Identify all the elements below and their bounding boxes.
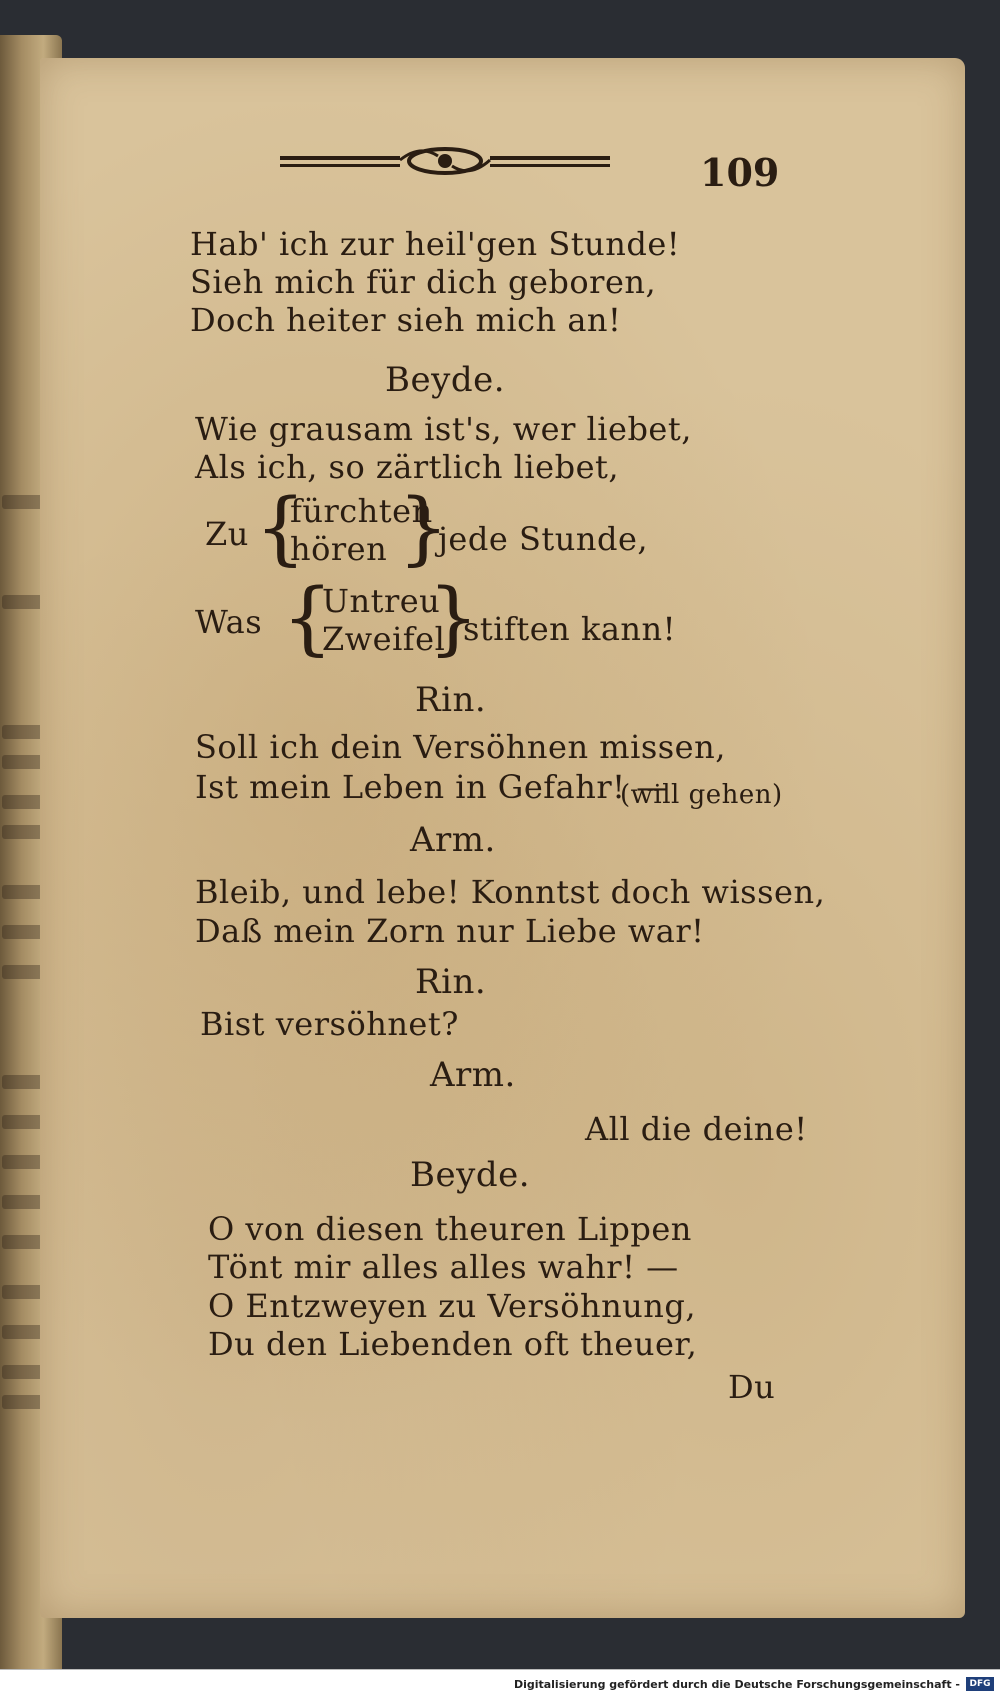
footer-bar (0, 1669, 1000, 1696)
speaker-label: Beyde. (410, 1155, 531, 1195)
left-brace: { (282, 571, 333, 664)
brace-tail: jede Stunde, (438, 520, 649, 558)
verse-line: All die deine! (585, 1110, 808, 1148)
brace-tail: stiften kann! (463, 610, 676, 648)
verse-line: Ist mein Leben in Gefahr! — (195, 768, 669, 806)
footer-credit: Digitalisierung gefördert durch die Deutsche Forschungsgemeinschaft - (513, 1678, 960, 1691)
page-number: 109 (700, 150, 780, 195)
speaker-label: Arm. (430, 1055, 516, 1095)
verse-line: Wie grausam ist's, wer liebet, (195, 410, 692, 448)
brace-option: fürchten (290, 492, 433, 530)
brace-option: Untreu (322, 582, 441, 620)
verse-line: Hab' ich zur heil'gen Stunde! (190, 225, 681, 263)
verse-line: O von diesen theuren Lippen (208, 1210, 692, 1248)
verse-line: Sieh mich für dich geboren, (190, 263, 657, 301)
brace-option: Zweifel (322, 620, 446, 658)
speaker-label: Rin. (415, 680, 487, 720)
stage-direction: (will gehen) (620, 780, 783, 810)
verse-line: Doch heiter sieh mich an! (190, 301, 622, 339)
speaker-label: Rin. (415, 962, 487, 1002)
brace-option: hören (290, 530, 388, 568)
header-ornament (280, 138, 610, 184)
verse-line: Daß mein Zorn nur Liebe war! (195, 912, 705, 950)
verse-line: Tönt mir alles alles wahr! — (208, 1248, 679, 1286)
verse-line: Bleib, und lebe! Konntst doch wissen, (195, 873, 826, 911)
speaker-label: Beyde. (385, 360, 506, 400)
verse-line: Du den Liebenden oft theuer, (208, 1325, 698, 1363)
catchword: Du (728, 1368, 776, 1406)
brace-lead: Zu (205, 515, 249, 553)
right-brace: } (428, 571, 479, 664)
verse-line: Soll ich dein Versöhnen missen, (195, 728, 726, 766)
brace-lead: Was (195, 603, 263, 641)
dfg-logo: DFG (966, 1677, 994, 1691)
verse-line: Als ich, so zärtlich liebet, (195, 448, 620, 486)
speaker-label: Arm. (410, 820, 496, 860)
verse-line: O Entzweyen zu Versöhnung, (208, 1287, 697, 1325)
left-brace: { (255, 481, 306, 574)
verse-line: Bist versöhnet? (200, 1005, 459, 1043)
right-brace: } (398, 481, 449, 574)
